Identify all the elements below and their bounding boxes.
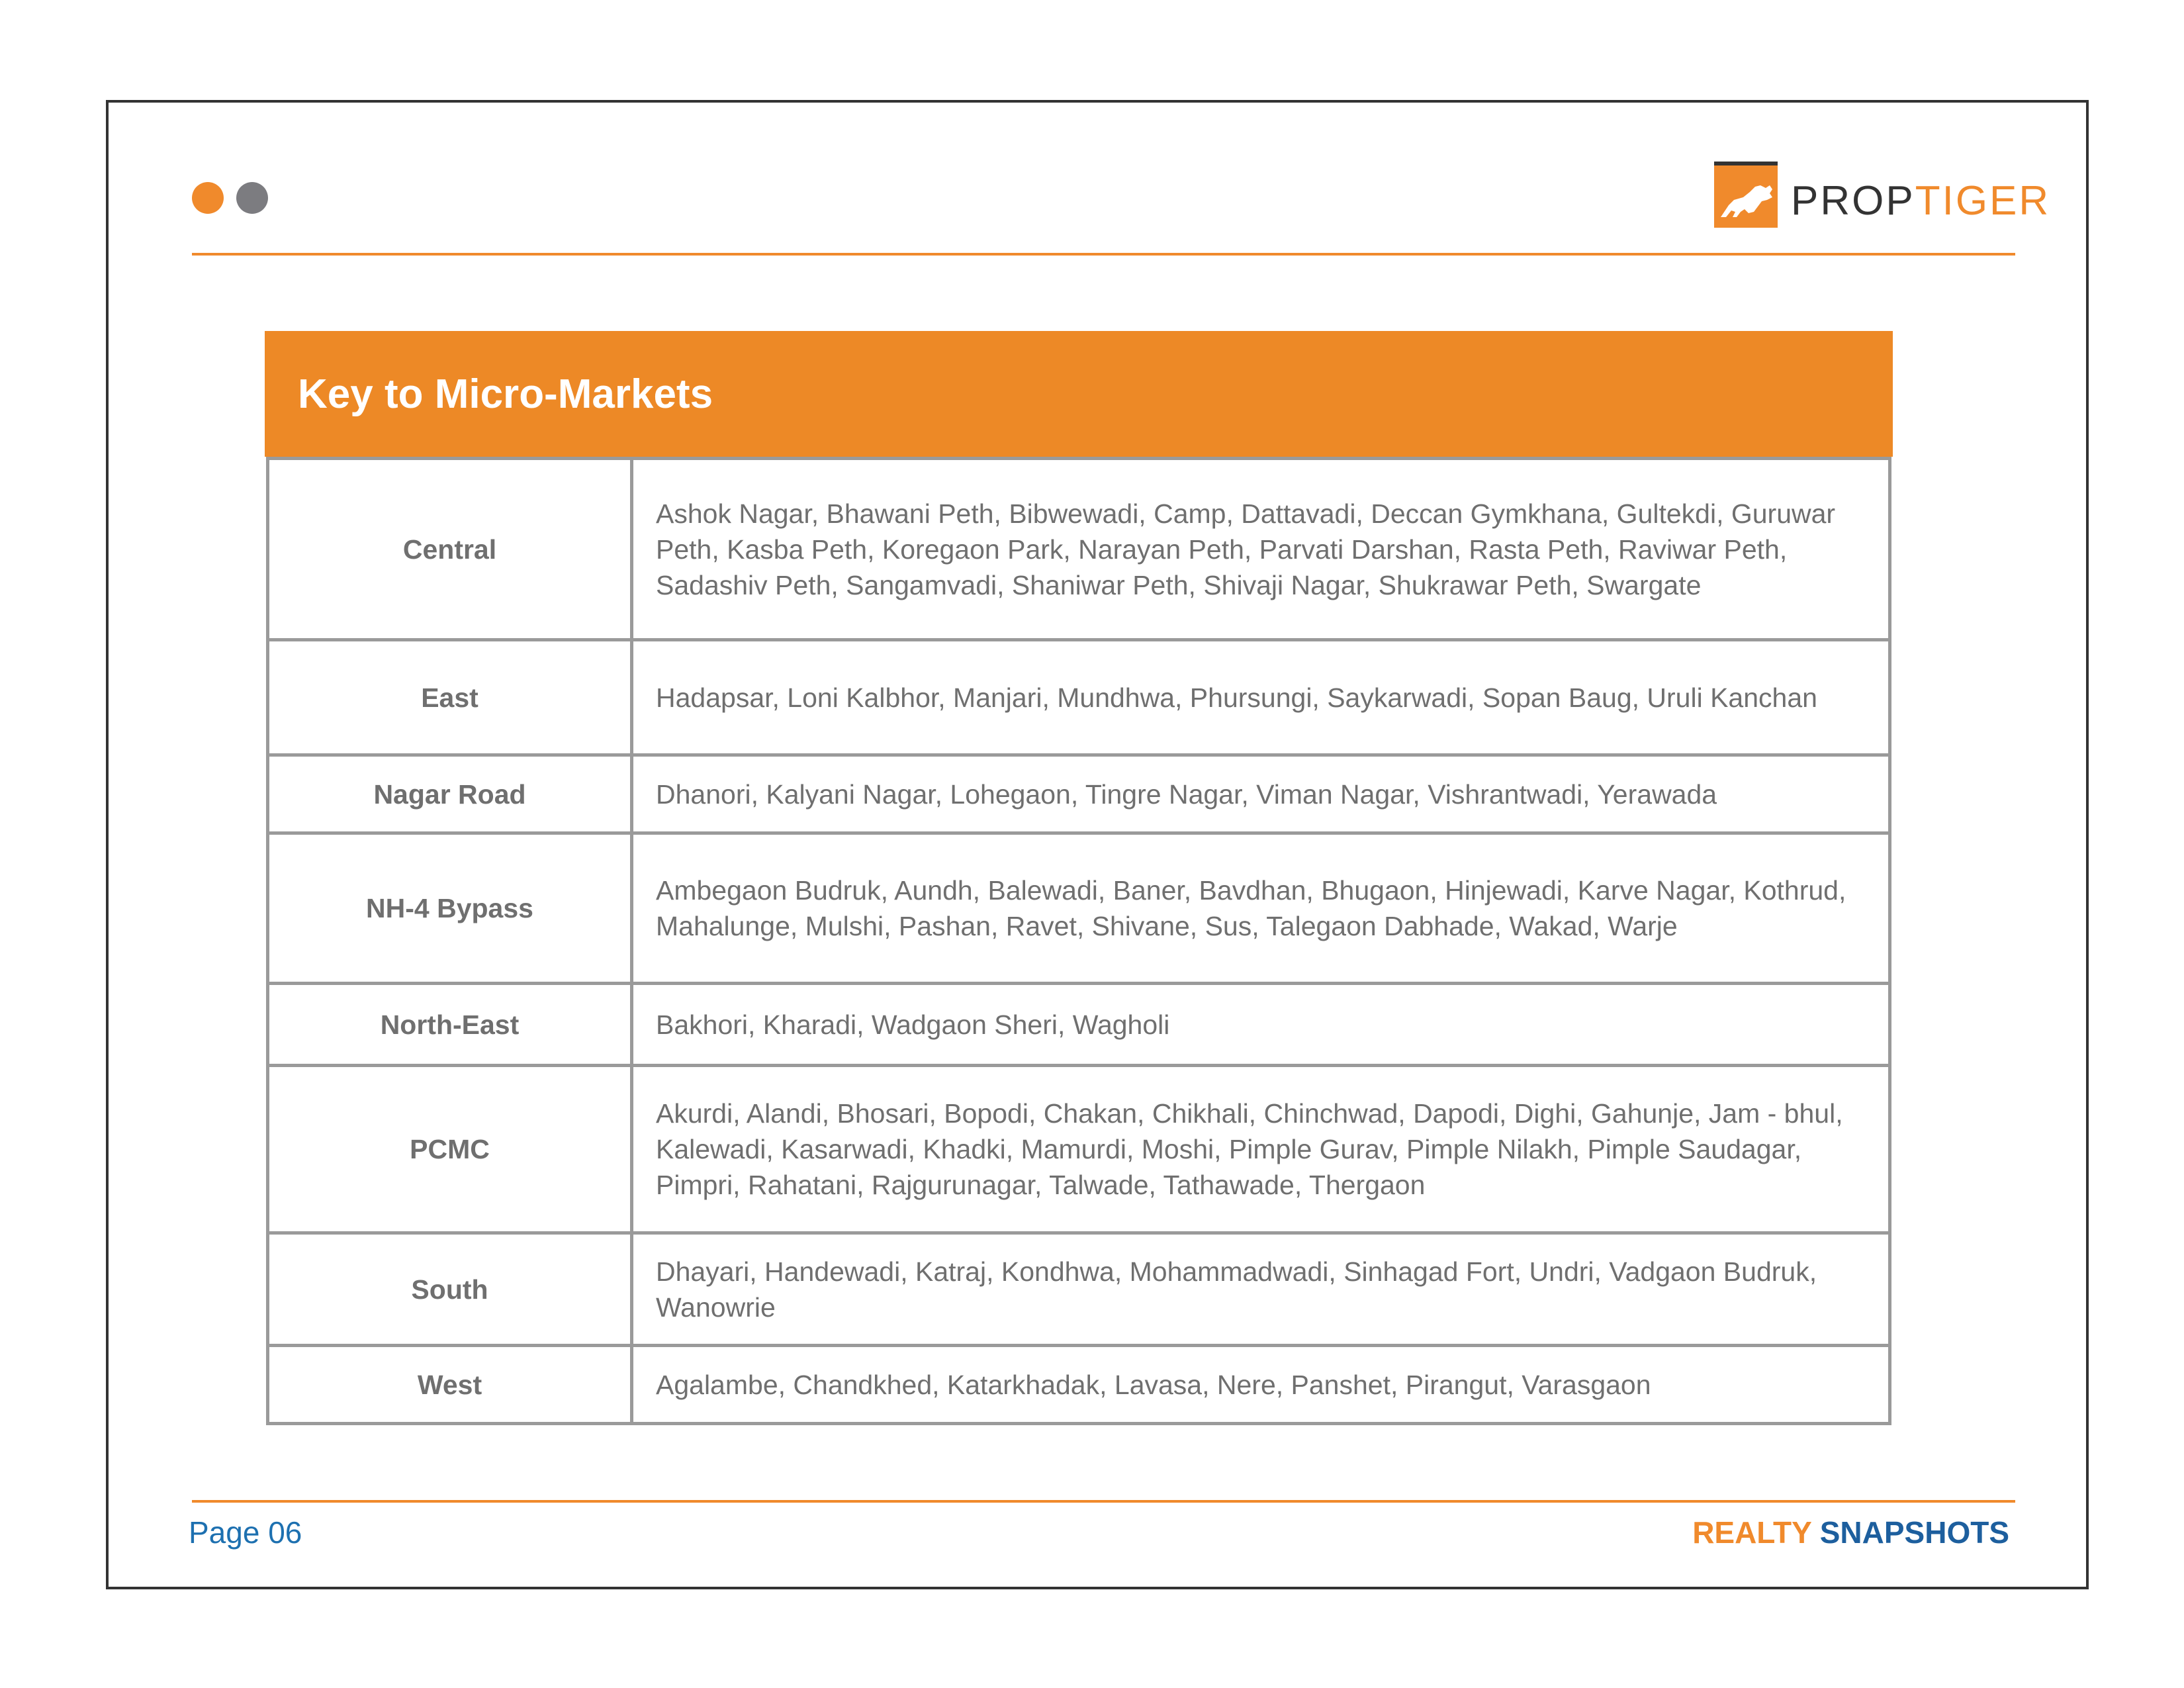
table-title: Key to Micro-Markets bbox=[298, 371, 713, 417]
region-cell: Nagar Road bbox=[268, 755, 632, 833]
tiger-icon bbox=[1714, 162, 1778, 228]
areas-cell: Dhayari, Handewadi, Katraj, Kondhwa, Mohammadwadi, Sinhagad Fort, Undri, Vadgaon Budruk, Wanowrie bbox=[632, 1233, 1890, 1346]
footer-brand bbox=[1692, 1515, 2009, 1550]
region-cell: West bbox=[268, 1346, 632, 1424]
areas-cell: Ambegaon Budruk, Aundh, Balewadi, Baner, Bavdhan, Bhugaon, Hinjewadi, Karve Nagar, Kothrud, Mahalunge, Mulshi, Pashan, Ravet, Shivane, Sus, Talegaon Dabhade, Wakad, Warje bbox=[632, 833, 1890, 984]
table-row bbox=[268, 984, 1890, 1066]
brand-snapshots: SNAPSHOTS bbox=[1819, 1515, 2009, 1550]
micro-markets-table-card bbox=[265, 331, 1893, 1425]
table-row bbox=[268, 459, 1890, 640]
table-row bbox=[268, 1233, 1890, 1346]
areas-cell: Hadapsar, Loni Kalbhor, Manjari, Mundhwa, Phursungi, Saykarwadi, Sopan Baug, Uruli Kanchan bbox=[632, 640, 1890, 755]
areas-cell: Bakhori, Kharadi, Wadgaon Sheri, Wagholi bbox=[632, 984, 1890, 1066]
table-row bbox=[268, 1346, 1890, 1424]
region-cell: North-East bbox=[268, 984, 632, 1066]
table-row bbox=[268, 833, 1890, 984]
gray-dot-icon bbox=[236, 182, 268, 214]
proptiger-logo bbox=[1714, 159, 2050, 228]
region-cell: East bbox=[268, 640, 632, 755]
footer-divider bbox=[192, 1500, 2015, 1503]
areas-cell: Ashok Nagar, Bhawani Peth, Bibwewadi, Camp, Dattavadi, Deccan Gymkhana, Gultekdi, Guruwar Peth, Kasba Peth, Koregaon Park, Narayan Peth, Parvati Darshan, Rasta Peth, Raviwar Peth, Sadashiv Peth, Sangamvadi, Shaniwar Peth, Shivaji Nagar, Shukrawar Peth, Swargate bbox=[632, 459, 1890, 640]
areas-cell: Agalambe, Chandkhed, Katarkhadak, Lavasa, Nere, Panshet, Pirangut, Varasgaon bbox=[632, 1346, 1890, 1424]
areas-cell: Akurdi, Alandi, Bhosari, Bopodi, Chakan, Chikhali, Chinchwad, Dapodi, Dighi, Gahunje, Jam - bhul, Kalewadi, Kasarwadi, Khadki, Mamurdi, Moshi, Pimple Gurav, Pimple Nilakh, Pimple Saudagar, Pimpri, Rahatani, Rajgurunagar, Talwade, Tathawade, Thergaon bbox=[632, 1066, 1890, 1233]
region-cell: Central bbox=[268, 459, 632, 640]
region-cell: PCMC bbox=[268, 1066, 632, 1233]
header-divider bbox=[192, 253, 2015, 256]
logo-text-tiger: TIGER bbox=[1915, 178, 2051, 224]
table-row bbox=[268, 1066, 1890, 1233]
page-number: Page 06 bbox=[189, 1515, 302, 1550]
brand-realty: REALTY bbox=[1692, 1515, 1811, 1550]
areas-cell: Dhanori, Kalyani Nagar, Lohegaon, Tingre Nagar, Viman Nagar, Vishrantwadi, Yerawada bbox=[632, 755, 1890, 833]
micro-markets-table bbox=[266, 457, 1891, 1425]
table-row bbox=[268, 755, 1890, 833]
table-row bbox=[268, 640, 1890, 755]
orange-dot-icon bbox=[192, 182, 224, 214]
logo-text-prop: PROP bbox=[1791, 178, 1915, 224]
table-header bbox=[265, 331, 1893, 457]
region-cell: South bbox=[268, 1233, 632, 1346]
region-cell: NH-4 Bypass bbox=[268, 833, 632, 984]
logo-wordmark bbox=[1791, 175, 2050, 228]
